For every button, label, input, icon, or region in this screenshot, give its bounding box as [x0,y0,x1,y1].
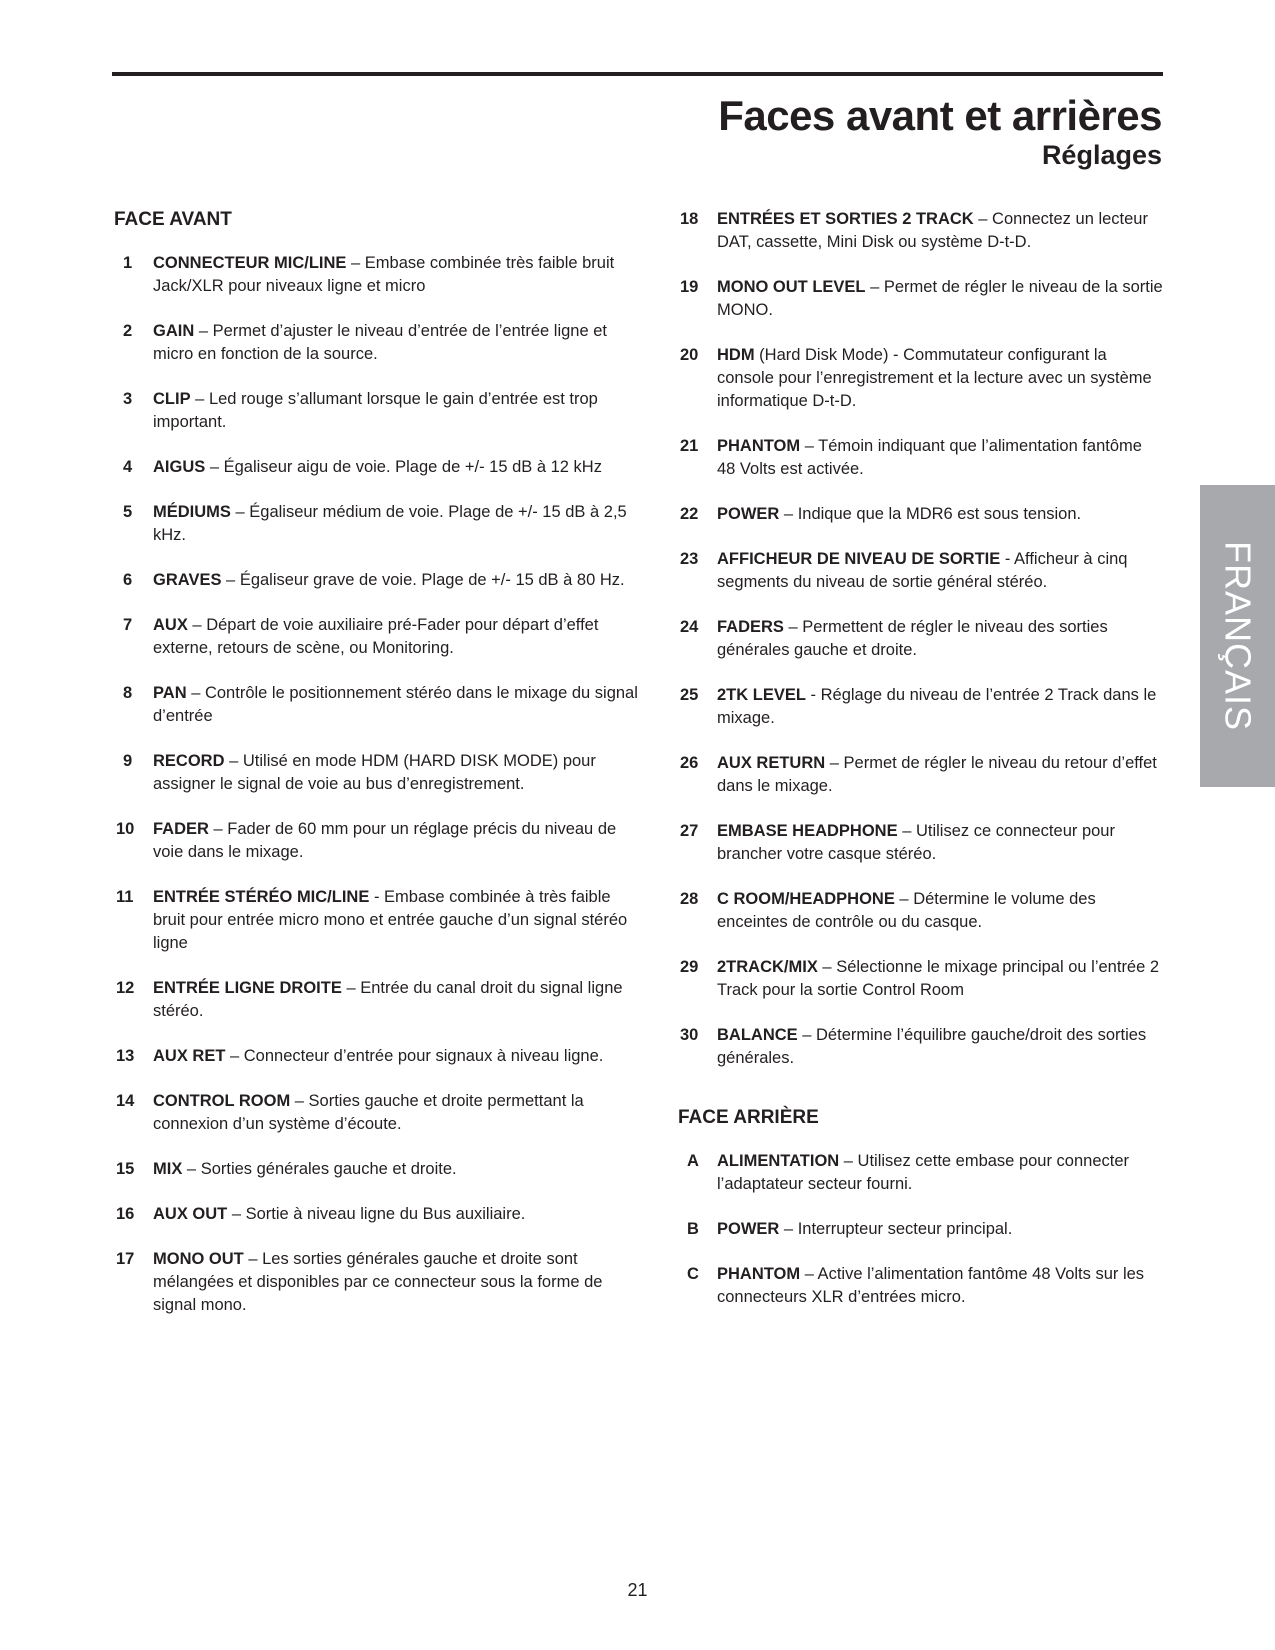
item-body [717,752,1163,798]
list-item [114,1045,639,1068]
item-body [717,276,1163,322]
list-item [114,886,639,955]
item-term: GAIN [153,322,195,340]
list-item [114,977,639,1023]
item-number: 18 [680,210,699,228]
item-body [717,820,1163,866]
list-item [114,456,639,479]
item-term: EMBASE HEADPHONE [717,822,898,840]
item-description: – Fader de 60 mm pour un réglage précis du niveau de voie dans le mixage. [153,820,617,861]
item-description: – Départ de voie auxiliaire pré-Fader pour départ d’effet externe, retours de scène, ou Monitoring. [153,616,599,657]
item-body [717,435,1163,481]
item-number: 6 [123,571,133,589]
item-number: 24 [680,618,699,636]
language-side-tab [1200,485,1275,787]
item-description: – Permet de régler le niveau de la sortie MONO. [717,278,1163,319]
item-term: MONO OUT [153,1250,244,1268]
item-description: – Sorties générales gauche et droite. [182,1160,457,1178]
list-item [678,752,1163,798]
item-term: AFFICHEUR DE NIVEAU DE SORTIE [717,550,1001,568]
item-description: – Permet de régler le niveau du retour d’effet dans le mixage. [717,754,1157,795]
list-item [678,820,1163,866]
item-body [717,503,1163,526]
item-number: 14 [116,1092,135,1110]
rear-panel-list [678,1150,1163,1309]
item-description: – Indique que la MDR6 est sous tension. [779,505,1082,523]
item-number: 13 [116,1047,135,1065]
item-number: 20 [680,346,699,364]
item-description: – Utilisé en mode HDM (HARD DISK MODE) pour assigner le signal de voie au bus d’enregistrement. [153,752,596,793]
item-body [153,750,639,796]
list-item [114,320,639,366]
item-number: 17 [116,1250,135,1268]
list-item [678,276,1163,322]
item-description: – Permet d’ajuster le niveau d’entrée de l’entrée ligne et micro en fonction de la source. [153,322,607,363]
item-description: – Contrôle le positionnement stéréo dans le mixage du signal d’entrée [153,684,638,725]
item-description: – Sortie à niveau ligne du Bus auxiliaire. [227,1205,526,1223]
item-term: ENTRÉE STÉRÉO MIC/LINE [153,888,370,906]
page-title: Faces avant et arrières [718,92,1162,139]
item-body [153,501,639,547]
item-description: – Égaliseur médium de voie. Plage de +/- 15 dB à 2,5 kHz. [153,503,627,544]
item-term: CLIP [153,390,191,408]
language-label: FRANÇAIS [1217,540,1259,732]
list-item [114,682,639,728]
item-body [153,1158,639,1181]
item-term: POWER [717,1220,780,1238]
item-description: – Connectez un lecteur DAT, cassette, Mini Disk ou système D-t-D. [717,210,1148,251]
list-item [114,614,639,660]
item-description: – Témoin indiquant que l’alimentation fantôme 48 Volts est activée. [717,437,1142,478]
item-number: 1 [123,254,133,272]
item-body [717,344,1163,413]
item-term: MIX [153,1160,183,1178]
item-number: 9 [123,752,133,770]
item-number: 11 [116,888,134,906]
item-description: – Utilisez ce connecteur pour brancher votre casque stéréo. [717,822,1115,863]
item-number: 15 [116,1160,135,1178]
item-body [717,548,1163,594]
item-number: 4 [123,458,133,476]
item-term: 2TK LEVEL [717,686,806,704]
item-term: ENTRÉES ET SORTIES 2 TRACK [717,210,974,228]
item-number: 10 [116,820,135,838]
item-term: HDM [717,346,755,364]
item-term: RECORD [153,752,225,770]
item-term: PHANTOM [717,1265,801,1283]
list-item [678,1263,1163,1309]
item-number: 3 [123,390,133,408]
item-number: 25 [680,686,699,704]
item-number: 7 [123,616,133,634]
item-term: MÉDIUMS [153,503,231,521]
list-item [114,252,639,298]
item-description: – Led rouge s’allumant lorsque le gain d’entrée est trop important. [153,390,598,431]
item-description: - Afficheur à cinq segments du niveau de sortie général stéréo. [717,550,1128,591]
item-body [717,1024,1163,1070]
item-term: FADERS [717,618,784,636]
item-term: GRAVES [153,571,222,589]
item-number: 19 [680,278,699,296]
item-number: 26 [680,754,699,772]
item-term: MONO OUT LEVEL [717,278,866,296]
item-term: AUX RETURN [717,754,826,772]
list-item [678,684,1163,730]
item-body [153,320,639,366]
item-description: – Connecteur d’entrée pour signaux à niveau ligne. [225,1047,604,1065]
item-description: - Réglage du niveau de l’entrée 2 Track dans le mixage. [717,686,1157,727]
item-number: 21 [680,437,699,455]
list-item [114,1203,639,1226]
item-description: – Sélectionne le mixage principal ou l’entrée 2 Track pour la sortie Control Room [717,958,1160,999]
top-rule [112,72,1163,76]
section-heading-face-avant: FACE AVANT [114,209,232,230]
item-term: AUX RET [153,1047,226,1065]
section-heading-face-arriere: FACE ARRIÈRE [678,1107,819,1128]
item-term: ENTRÉE LIGNE DROITE [153,979,342,997]
item-description: – Les sorties générales gauche et droite sont mélangées et disponibles par ce connecteur sous la forme de signal mono. [153,1250,603,1314]
item-term: CONTROL ROOM [153,1092,291,1110]
list-item [114,1158,639,1181]
list-item [678,344,1163,413]
item-term: CONNECTEUR MIC/LINE [153,254,347,272]
item-description: – Embase combinée très faible bruit Jack/XLR pour niveaux ligne et micro [153,254,615,295]
item-description: – Utilisez cette embase pour connecter l’adaptateur secteur fourni. [717,1152,1130,1193]
item-body [153,456,639,479]
list-item [678,1218,1163,1241]
item-letter: A [687,1152,699,1170]
item-description: – Interrupteur secteur principal. [779,1220,1013,1238]
item-number: 5 [123,503,133,521]
list-item [678,616,1163,662]
item-term: AUX OUT [153,1205,228,1223]
item-description: – Permettent de régler le niveau des sorties générales gauche et droite. [717,618,1108,659]
item-description: (Hard Disk Mode) - Commutateur configurant la console pour l’enregistrement et la lecture avec un système informatique D-t-D. [717,346,1152,410]
item-number: 16 [116,1205,135,1223]
item-number: 2 [123,322,133,340]
left-column [114,208,639,1339]
list-item [678,503,1163,526]
page-subtitle: Réglages [1041,140,1162,170]
item-term: AIGUS [153,458,206,476]
list-item [114,501,639,547]
front-panel-list-continued [678,208,1163,1070]
item-body [717,1218,1163,1241]
item-term: AUX [153,616,188,634]
front-panel-list [114,252,639,1317]
right-column [678,208,1163,1331]
item-body [717,684,1163,730]
item-description: – Égaliseur grave de voie. Plage de +/- 15 dB à 80 Hz. [221,571,625,589]
item-body [717,616,1163,662]
item-body [717,1150,1163,1196]
item-letter: B [687,1220,699,1238]
item-description: – Entrée du canal droit du signal ligne stéréo. [153,979,623,1020]
item-body [153,1248,639,1317]
item-body [153,886,639,955]
list-item [114,818,639,864]
item-term: PAN [153,684,187,702]
item-number: 27 [680,822,699,840]
list-item [678,1024,1163,1070]
item-body [153,252,639,298]
list-item [678,435,1163,481]
item-description: – Égaliseur aigu de voie. Plage de +/- 15 dB à 12 kHz [205,458,602,476]
item-description: – Active l’alimentation fantôme 48 Volts sur les connecteurs XLR d’entrées micro. [717,1265,1145,1306]
item-description: – Détermine l’équilibre gauche/droit des sorties générales. [717,1026,1147,1067]
item-number: 23 [680,550,699,568]
list-item [114,750,639,796]
item-body [153,682,639,728]
item-number: 12 [116,979,135,997]
item-term: C ROOM/HEADPHONE [717,890,895,908]
list-item [678,1150,1163,1196]
list-item [678,888,1163,934]
item-body [717,888,1163,934]
item-body [153,1090,639,1136]
item-body [153,1045,639,1068]
item-body [717,208,1163,254]
item-term: 2TRACK/MIX [717,958,818,976]
list-item [678,208,1163,254]
item-number: 29 [680,958,699,976]
list-item [114,1090,639,1136]
item-number: 28 [680,890,699,908]
item-term: POWER [717,505,780,523]
item-body [153,1203,639,1226]
list-item [114,1248,639,1317]
page-number: 21 [627,1580,648,1600]
item-body [153,977,639,1023]
list-item [114,569,639,592]
item-number: 30 [680,1026,699,1044]
item-body [717,1263,1163,1309]
item-body [153,569,639,592]
list-item [114,388,639,434]
item-description: - Embase combinée à très faible bruit pour entrée micro mono et entrée gauche d’un signal stéréo ligne [153,888,628,952]
item-letter: C [687,1265,699,1283]
list-item [678,956,1163,1002]
item-body [717,956,1163,1002]
item-term: ALIMENTATION [717,1152,840,1170]
item-number: 8 [123,684,133,702]
item-number: 22 [680,505,699,523]
item-body [153,818,639,864]
item-body [153,388,639,434]
item-term: BALANCE [717,1026,798,1044]
item-description: – Détermine le volume des enceintes de contrôle ou du casque. [717,890,1096,931]
item-term: PHANTOM [717,437,801,455]
item-term: FADER [153,820,209,838]
list-item [678,548,1163,594]
item-body [153,614,639,660]
item-description: – Sorties gauche et droite permettant la connexion d’un système d’écoute. [153,1092,584,1133]
